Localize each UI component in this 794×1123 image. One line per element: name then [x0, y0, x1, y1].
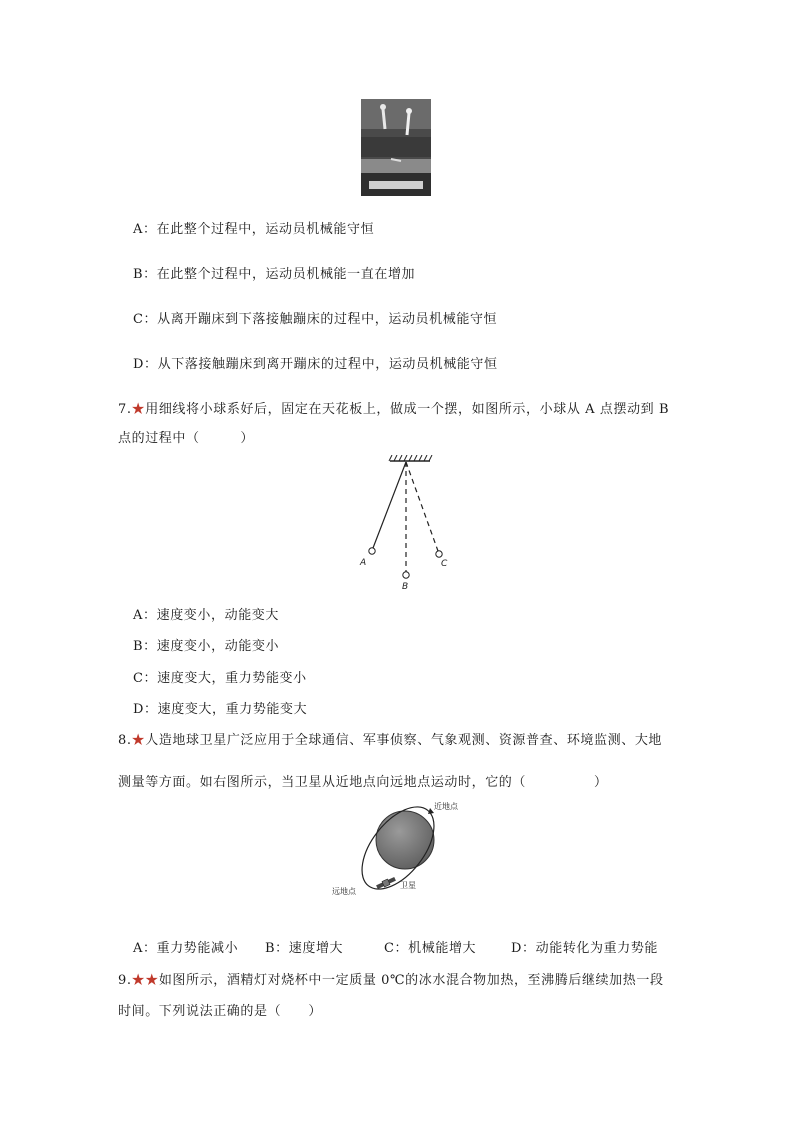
q8-option-a: A：重力势能减小 — [133, 941, 239, 956]
q9-stem-line2: 时间。下列说法正确的是（ ） — [118, 1004, 323, 1019]
trampoline-photo — [361, 99, 431, 196]
q8-text-line1: 人造地球卫星广泛应用于全球通信、军事侦察、气象观测、资源普查、环境监测、大地 — [145, 733, 663, 748]
q7-text-line1: 用细线将小球系好后，固定在天花板上，做成一个摆，如图所示，小球从 A 点摆动到 B — [145, 402, 670, 417]
q7-option-d: D：速度变大，重力势能变大 — [133, 702, 308, 717]
q7-number: 7. — [118, 402, 132, 417]
q9-difficulty-stars: ★★ — [131, 973, 159, 988]
q6-option-d: D：从下落接触蹦床到离开蹦床的过程中，运动员机械能守恒 — [133, 357, 498, 372]
q9-number: 9. — [118, 973, 132, 988]
q8-option-d: D：动能转化为重力势能 — [511, 941, 659, 956]
q9-text-line1: 如图所示，酒精灯对烧杯中一定质量 0℃的冰水混合物加热，至沸腾后继续加热一段 — [158, 973, 664, 988]
q7-option-b: B：速度变小，动能变小 — [133, 639, 280, 654]
q6-option-a: A：在此整个过程中，运动员机械能守恒 — [133, 222, 375, 237]
pendulum-label-b: B — [402, 582, 409, 592]
pendulum-label-a: A — [360, 558, 367, 568]
q7-option-c: C：速度变大，重力势能变小 — [133, 671, 307, 686]
pendulum-label-c: C — [441, 559, 448, 569]
orbit-label-satellite: 卫星 — [400, 881, 416, 890]
q8-number: 8. — [118, 733, 132, 748]
q8-option-b: B：速度增大 — [265, 941, 344, 956]
q6-option-c: C：从离开蹦床到下落接触蹦床的过程中，运动员机械能守恒 — [133, 312, 498, 327]
q7-option-a: A：速度变小，动能变大 — [133, 608, 279, 623]
q6-option-b: B：在此整个过程中，运动员机械能一直在增加 — [133, 267, 416, 282]
q7-stem-line1 — [118, 401, 669, 419]
q8-option-c: C：机械能增大 — [384, 941, 477, 956]
pendulum-figure — [355, 455, 455, 595]
q8-stem-line1 — [118, 732, 662, 750]
q7-stem-line2: 点的过程中（ ） — [118, 431, 255, 446]
q8-stem-line2: 测量等方面。如右图所示，当卫星从近地点向远地点运动时，它的（ ） — [118, 775, 608, 790]
orbit-label-apogee: 远地点 — [332, 887, 356, 896]
q8-difficulty-stars: ★ — [131, 733, 146, 748]
orbit-label-perigee: 近地点 — [434, 802, 458, 811]
q9-stem-line1 — [118, 972, 664, 990]
q7-difficulty-stars: ★ — [131, 402, 146, 417]
satellite-orbit-figure — [330, 798, 470, 903]
